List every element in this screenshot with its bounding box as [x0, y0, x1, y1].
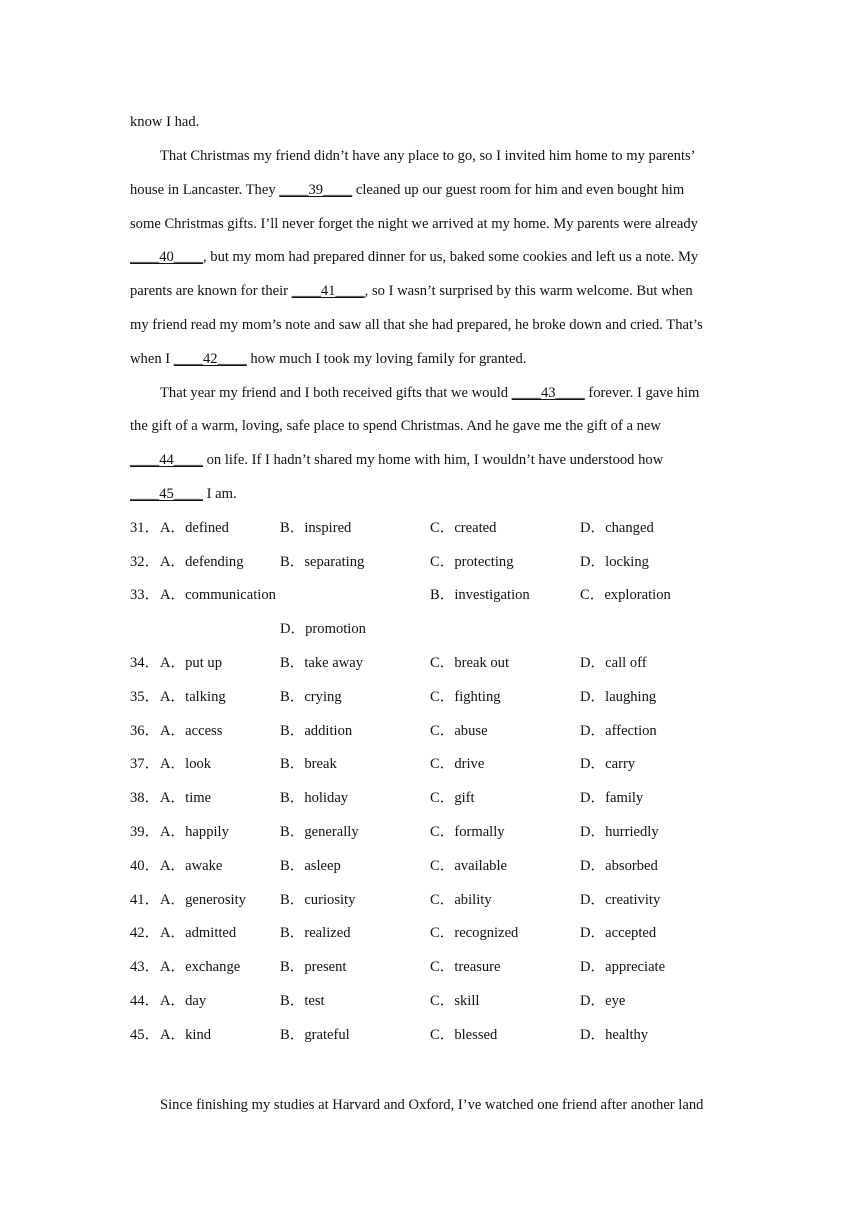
- option-a: A．communication: [160, 587, 276, 603]
- question-number: 32．: [130, 554, 160, 570]
- passage-line: That Christmas my friend didn’t have any place to go, so I invited him home to my parents’: [160, 148, 696, 164]
- option-b: B．crying: [280, 689, 342, 705]
- passage-text: That year my friend and I both received gifts that we would: [160, 385, 512, 401]
- option-a: A．exchange: [160, 959, 241, 975]
- question-number: 45．: [130, 1027, 160, 1043]
- option-d: D．carry: [580, 756, 636, 772]
- option-a: A．defined: [160, 520, 229, 536]
- option-b: B．realized: [280, 925, 351, 941]
- option-a: A．happily: [160, 824, 229, 840]
- option-d: D．changed: [580, 520, 654, 536]
- passage-line: [130, 450, 730, 470]
- option-b: B．test: [280, 993, 325, 1009]
- option-a: A．day: [160, 993, 207, 1009]
- passage-line: [130, 349, 730, 369]
- option-c: C．skill: [430, 993, 480, 1009]
- question-number: 36．: [130, 723, 160, 739]
- question-number: 31．: [130, 520, 160, 536]
- option-c: C．abuse: [430, 723, 488, 739]
- option-a: A．generosity: [160, 892, 246, 908]
- option-c: C．protecting: [430, 554, 514, 570]
- option-a: A．access: [160, 723, 223, 739]
- option-b: B．break: [280, 756, 337, 772]
- option-c: C．break out: [430, 655, 510, 671]
- option-b: B．inspired: [280, 520, 352, 536]
- option-c: C．treasure: [430, 959, 501, 975]
- question-number: 40．: [130, 858, 160, 874]
- passage-line: [130, 281, 730, 301]
- option-d: D．eye: [580, 993, 626, 1009]
- question-number: 39．: [130, 824, 160, 840]
- blank-44: ____44____: [130, 452, 203, 468]
- option-c: C．exploration: [580, 587, 671, 603]
- blank-41: ____41____: [291, 283, 365, 299]
- option-a: A．look: [160, 756, 212, 772]
- option-d: D．laughing: [580, 689, 657, 705]
- option-b: B．take away: [280, 655, 364, 671]
- question-number: 41．: [130, 892, 160, 908]
- question-number: 44．: [130, 993, 160, 1009]
- passage-line: [130, 247, 730, 267]
- option-b: B．curiosity: [280, 892, 356, 908]
- blank-40: ____40____: [130, 249, 203, 265]
- blank-45: ____45____: [130, 486, 203, 502]
- option-c: C．formally: [430, 824, 505, 840]
- option-c: C．blessed: [430, 1027, 498, 1043]
- passage-text: on life. If I hadn’t shared my home with him, I wouldn’t have understood how: [202, 452, 664, 468]
- option-b: B．holiday: [280, 790, 349, 806]
- option-b: B．separating: [280, 554, 365, 570]
- option-a: A．awake: [160, 858, 223, 874]
- question-number: 37．: [130, 756, 160, 772]
- option-a: A．kind: [160, 1027, 212, 1043]
- passage-line: the gift of a warm, loving, safe place to spend Christmas. And he gave me the gift of a new: [130, 418, 661, 434]
- passage-line: Since finishing my studies at Harvard and Oxford, I’ve watched one friend after another land: [160, 1097, 704, 1113]
- question-number: 42．: [130, 925, 160, 941]
- option-c: C．drive: [430, 756, 485, 772]
- passage-text: , but my mom had prepared dinner for us, baked some cookies and left us a note. My: [202, 249, 699, 265]
- option-b: B．asleep: [280, 858, 341, 874]
- passage-line: some Christmas gifts. I’ll never forget the night we arrived at my home. My parents were already: [130, 216, 698, 232]
- passage-text: house in Lancaster. They: [130, 182, 280, 198]
- passage-text: how much I took my loving family for granted.: [246, 351, 527, 367]
- option-b: B．grateful: [280, 1027, 350, 1043]
- option-d: D．promotion: [280, 621, 366, 637]
- option-c: C．ability: [430, 892, 492, 908]
- passage-text: cleaned up our guest room for him and even bought him: [352, 182, 685, 198]
- option-b: B．addition: [280, 723, 353, 739]
- passage-line: [130, 180, 730, 200]
- passage-text: forever. I gave him: [584, 385, 700, 401]
- question-number: 35．: [130, 689, 160, 705]
- passage-text: I am.: [202, 486, 237, 502]
- option-a: A．time: [160, 790, 212, 806]
- option-d: D．creativity: [580, 892, 661, 908]
- passage-line: my friend read my mom’s note and saw all that she had prepared, he broke down and cried. That’s: [130, 317, 703, 333]
- option-d: D．locking: [580, 554, 649, 570]
- option-a: A．put up: [160, 655, 223, 671]
- option-c: C．recognized: [430, 925, 519, 941]
- passage-text: when I: [130, 351, 174, 367]
- option-c: C．fighting: [430, 689, 501, 705]
- option-c: C．gift: [430, 790, 475, 806]
- blank-43: ____43____: [511, 385, 585, 401]
- passage-line: [160, 383, 760, 403]
- option-c: C．available: [430, 858, 507, 874]
- passage-text: parents are known for their: [130, 283, 292, 299]
- option-d: D．hurriedly: [580, 824, 659, 840]
- option-d: D．affection: [580, 723, 657, 739]
- option-a: A．defending: [160, 554, 244, 570]
- option-d: D．appreciate: [580, 959, 666, 975]
- option-c: C．created: [430, 520, 497, 536]
- question-number: 33．: [130, 587, 160, 603]
- option-d: D．absorbed: [580, 858, 658, 874]
- blank-39: ____39____: [279, 182, 353, 198]
- passage-text: , so I wasn’t surprised by this warm welcome. But when: [364, 283, 693, 299]
- option-a: A．admitted: [160, 925, 237, 941]
- option-d: D．family: [580, 790, 644, 806]
- question-number: 34．: [130, 655, 160, 671]
- option-b: B．generally: [280, 824, 359, 840]
- question-number: 38．: [130, 790, 160, 806]
- passage-line: know I had.: [130, 114, 200, 130]
- option-d: D．accepted: [580, 925, 657, 941]
- option-b: B．present: [280, 959, 347, 975]
- passage-line: [130, 484, 730, 504]
- question-number: 43．: [130, 959, 160, 975]
- option-d: D．call off: [580, 655, 647, 671]
- option-a: A．talking: [160, 689, 226, 705]
- option-b: B．investigation: [430, 587, 530, 603]
- blank-42: ____42____: [173, 351, 247, 367]
- option-d: D．healthy: [580, 1027, 649, 1043]
